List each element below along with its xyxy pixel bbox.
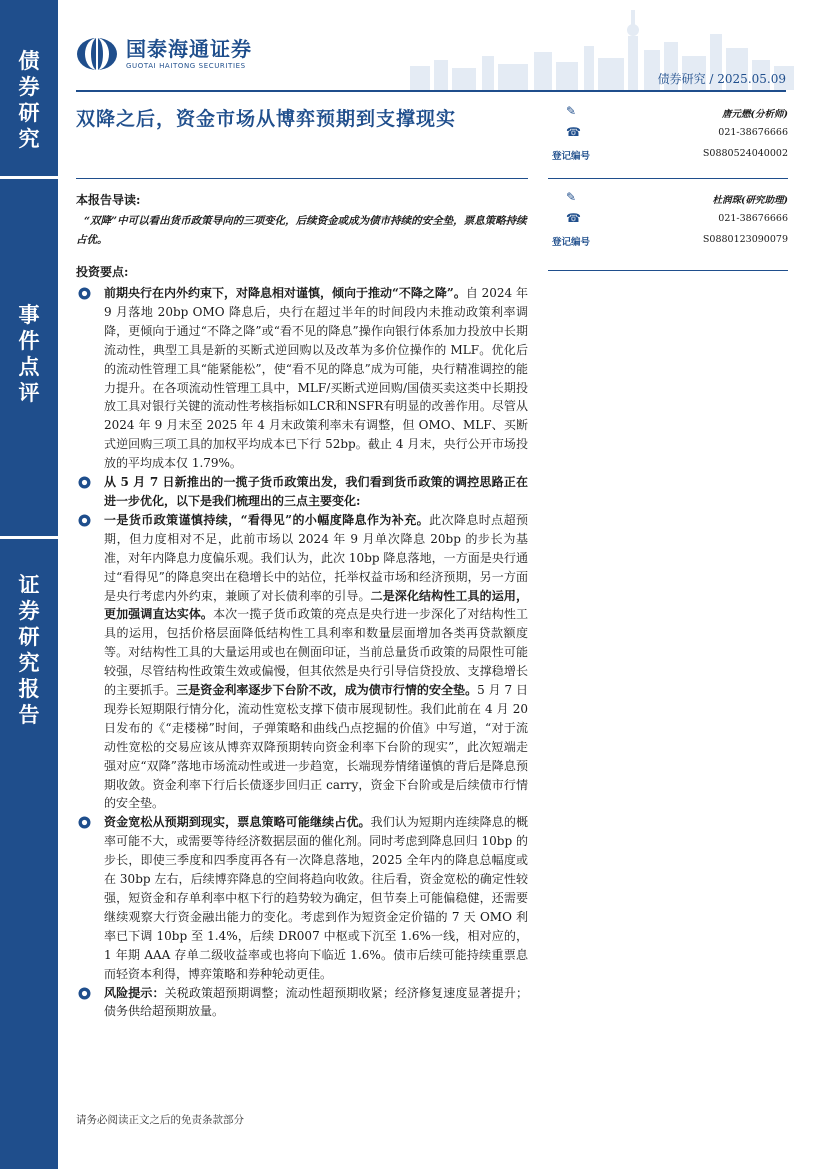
key-point-item <box>76 284 528 473</box>
sidebar <box>0 0 58 1169</box>
key-point-item <box>76 511 528 814</box>
pen-icon: ✎ <box>566 190 577 204</box>
brand-name-en: GUOTAI HAITONG SECURITIES <box>126 62 246 70</box>
report-category-date: 债券研究 / 2025.05.09 <box>657 72 786 86</box>
analyst-name: 杜润琛(研究助理) <box>712 195 788 206</box>
title-divider <box>76 178 528 179</box>
key-point-text: 自 2024 年 9 月落地 20bp OMO 降息后，央行在超过半年的时间段内未推动政策利率调降，更倾向于通过“不降之降”或“看不见的降息”操作向银行体系加力投放中长期流动性，典型工具是新的买断式逆回购以及改革为多价位操作的 MLF。优化后的流动性管理工具“能紧能松”，使“看不见的降息”成为可能，央行精准调控的能力提升。在各项流动性管理工具中，MLF/买断式逆回购/国债买卖这类中长期投放工具对银行关键的流动性考核指标如LCR和NSFR有明显的改善作用。尽管从 2024 年 9 月末至 2025 年 4 月末政策利率未有调整，但 OMO、MLF、买断式逆回购三项工具的加权平均成本已下行 52bp。截止 4 月末，央行公开市场投放的平均成本仅 1.79%。 <box>104 286 528 471</box>
key-point-item <box>76 473 528 511</box>
phone-icon: ☎ <box>566 125 581 139</box>
risk-warning-label: 风险提示： <box>104 985 165 1000</box>
guide-text: “双降”中可以看出货币政策导向的三项变化，后续资金或成为债市持续的安全垫，票息策略持续占优。 <box>76 215 527 246</box>
sidebar-label-securities-report <box>0 572 58 728</box>
key-point-text: 此次降息时点超预期，但力度相对不足，此前市场以 2024 年 9 月单次降息 20bp 的步长为基准，对年内降息力度偏乐观。我们认为，此次 10bp 降息落地，一方面是央行通过“看得见”的降息突出在稳增长中的站位，托举权益市场和经济预期，另一方面是央行考虑内外约束，兼顾了对长债利率的引导。 <box>104 512 528 603</box>
pen-icon: ✎ <box>566 104 577 118</box>
analyst-divider <box>548 178 788 179</box>
analyst-card <box>548 102 788 165</box>
sidebar-divider <box>0 176 58 179</box>
key-point-lead: 前期央行在内外约束下，对降息相对谨慎，倾向于推动“不降之降”。 <box>104 286 466 300</box>
brand-name-cn: 国泰海通证券 <box>126 37 252 61</box>
key-points-body <box>76 284 528 1021</box>
key-point-text: 我们认为短期内连续降息的概率可能不大，或需要等待经济数据层面的催化剂。同时考虑到降息回归 10bp 的步长，即使三季度和四季度再各有一次降息落地，2025 全年内的降息总幅度或在 30bp 左右，后续博弈降息的空间将趋向收敛。往后看，资金宽松的确定性较强，短资金和存单利率中枢下行的趋势较为确定，但节奏上可能偏稳健，还需要继续观察大行资金融出能力的变化。考虑到作为短资金定价锚的 7 天 OMO 利率已下调 10bp 至 1.4%，后续 DR007 中枢或下沉至 1.6%一线，相对应的，1 年期 AAA 存单二级收益率或也将向下临近 1.6%。债市后续可能持续重票息而轻资本利得，博弈策略和券种轮动更佳。 <box>104 815 528 981</box>
brand-mark-icon <box>76 37 118 71</box>
report-title: 双降之后，资金市场从博弈预期到支撑现实 <box>76 108 457 130</box>
diamond-bullet-icon <box>78 476 91 489</box>
key-point-item <box>76 813 528 983</box>
sidebar-label-event-review <box>0 302 58 406</box>
diamond-bullet-icon <box>78 287 91 300</box>
key-points-heading: 投资要点: <box>76 265 129 279</box>
disclaimer-footer: 请务必阅读正文之后的免责条款部分 <box>76 1114 244 1126</box>
analyst-divider <box>548 270 788 271</box>
risk-warning-text: 关税政策超预期调整；流动性超预期收紧；经济修复速度显著提升；债务供给超预期放量。 <box>104 985 528 1019</box>
analyst-name: 唐元懋(分析师) <box>722 109 788 120</box>
registration-number: S0880524040002 <box>702 148 788 159</box>
key-point-lead: 一是货币政策谨慎持续，“看得见”的小幅度降息作为补充。 <box>104 512 430 527</box>
sidebar-text: 事件点评 <box>18 302 40 405</box>
diamond-bullet-icon <box>78 987 91 1000</box>
analyst-card <box>548 188 788 251</box>
sidebar-label-bond-research <box>0 48 58 152</box>
key-point-text: 本次一揽子货币政策的亮点是央行进一步深化了对结构性工具的运用，包括价格层面降低结构性工具利率和数量层面增加各类再贷款额度等。对结构性工具的大量运用或也在侧面印证，当前总量货币政策的局限性可能较强，尽管结构性政策生效或偏慢，但其依然是央行引导信贷投放、支撑稳增长的主要抓手。 <box>104 607 528 698</box>
key-point-text: 5 月 7 日现券长短期限行情分化，流动性宽松支撑下债市展现韧性。我们此前在 4 月 20 日发布的《“走楼梯”时间，子弹策略和曲线凸点挖掘的价值》中写道，“对于流动性宽松的交易应该从博弈双降预期转向资金利率下台阶的现实”，此次短端走强对应“双降”落地市场流动性或进一步趋宽，长端现券情绪谨慎的背后是降息预期收敛。资金利率下行后长债逐步回归正 carry，资金下台阶或是后续债市行情的安全垫。 <box>104 683 528 811</box>
registration-label: 登记编号 <box>552 237 591 248</box>
sidebar-text: 证券研究报告 <box>18 572 40 727</box>
key-point-lead: 从 5 月 7 日新推出的一揽子货币政策出发，我们看到货币政策的调控思路正在进一步优化，以下是我们梳理出的三点主要变化: <box>104 475 528 508</box>
key-point-subhead: 二是深化结构性工具的运用，更加强调直达实体。 <box>104 588 528 622</box>
registration-number: S0880123090079 <box>702 234 788 245</box>
sidebar-divider <box>0 536 58 539</box>
diamond-bullet-icon <box>78 514 91 527</box>
phone-icon: ☎ <box>566 211 581 225</box>
analyst-phone: 021-38676666 <box>718 213 788 224</box>
diamond-bullet-icon <box>78 816 91 829</box>
analyst-phone: 021-38676666 <box>718 127 788 138</box>
key-point-item <box>76 984 528 1022</box>
key-point-subhead: 三是资金利率逐步下台阶不改，成为债市行情的安全垫。 <box>176 683 478 698</box>
registration-label: 登记编号 <box>552 151 591 162</box>
guide-heading: 本报告导读: <box>76 193 141 207</box>
sidebar-text: 债券研究 <box>18 48 40 151</box>
key-point-lead: 资金宽松从预期到现实，票息策略可能继续占优。 <box>104 815 371 830</box>
brand-logo <box>76 36 252 72</box>
header-divider <box>76 90 786 92</box>
